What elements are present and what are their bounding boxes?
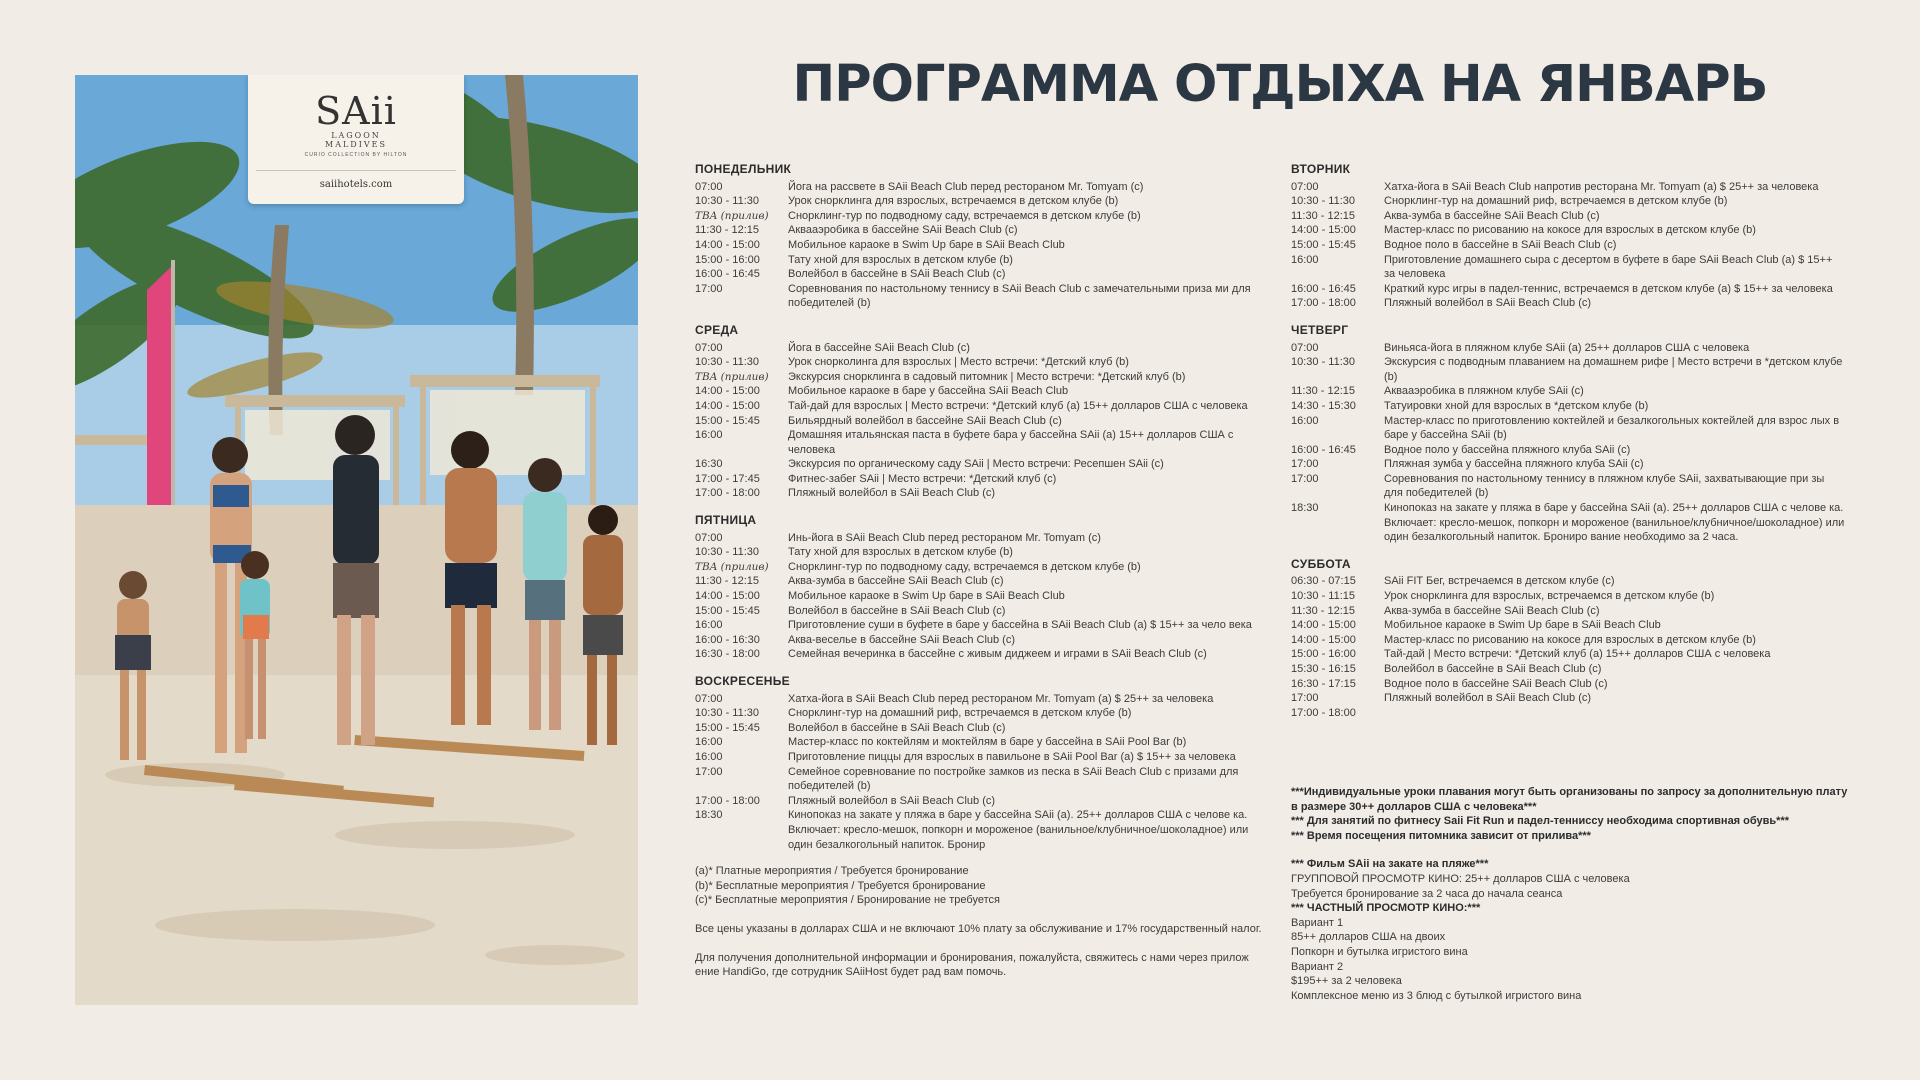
activity-description: Снорклинг-тур на домашний риф, встречаемся в детском клубе (b)	[788, 707, 1132, 720]
activity-time: 15:00 - 15:45	[1291, 238, 1356, 251]
schedule-row	[695, 604, 1270, 619]
activity-time: 16:00	[1291, 253, 1319, 266]
activity-description: Водное поло в бассейне SAii Beach Club (c)	[1384, 677, 1608, 690]
schedule-row	[1291, 589, 1846, 604]
activity-description: Виньяса-йога в пляжном клубе SAii (a) 25++ долларов США с человека	[1384, 341, 1750, 354]
activity-time: TBA (прилив)	[695, 560, 769, 573]
schedule-row	[695, 750, 1270, 765]
contact-note: Для получения дополнительной информации и бронирования, пожалуйста, свяжитесь с нами через прилож ение HandiGo, где сотрудник SAiiHost будет рад вам помочь.	[695, 951, 1249, 979]
activity-description: Фитнес-забег SAii | Место встречи: *Детский клуб (c)	[788, 472, 1057, 485]
footwear-note: *** Для занятий по фитнесу Saii Fit Run и падел-тенниссу необходима спортивная обувь***	[1291, 815, 1790, 828]
schedule-row	[695, 735, 1270, 750]
activity-time: 14:00 - 15:00	[695, 399, 760, 412]
activity-time: 17:00	[1291, 692, 1319, 705]
activity-time: 14:00 - 15:00	[695, 238, 760, 251]
activity-time: 14:00 - 15:00	[695, 590, 760, 603]
activity-description: Мастер-класс по коктейлям и моктейлям в баре у бассейна в SAii Pool Bar (b)	[788, 736, 1187, 749]
left-days-list	[695, 162, 1270, 852]
activity-time: 16:00	[695, 619, 723, 632]
activity-time: 17:00 - 18:00	[695, 794, 760, 807]
schedule-row	[1291, 414, 1846, 443]
activity-description: Кинопоказ на закате у пляжа в баре у бассейна SAii (a). 25++ долларов США с челове ка. Включает: кресло-мешок, попкорн и мороженое (ванильное/клубничное/шоколадное) или один безалкогольный напиток. Брониро вание необходимо за 2 часа.	[1384, 502, 1845, 544]
schedule-row	[695, 531, 1270, 546]
activity-description: Экскурсия с подводным плаванием на домашнем рифе | Место встречи в *детском клубе (b)	[1384, 356, 1843, 383]
schedule-row	[695, 238, 1270, 253]
activity-description: Инь-йога в SAii Beach Club перед рестораном Mr. Tomyam (c)	[788, 531, 1101, 544]
activity-description: Хатха-йога в SAii Beach Club перед рестораном Mr. Tomyam (a) $ 25++ за человека	[788, 692, 1214, 705]
activity-time: 10:30 - 11:30	[695, 546, 760, 559]
schedule-row	[695, 253, 1270, 268]
day-heading: ЧЕТВЕРГ	[1291, 322, 1349, 337]
activity-time: 15:00 - 16:00	[1291, 648, 1356, 661]
activity-description: Урок снорклинга для взрослых, встречаемся в детском клубе (b)	[788, 195, 1119, 208]
day-block	[1291, 323, 1846, 545]
schedule-row	[1291, 501, 1846, 545]
swimming-lessons-note: ***Индивидуальные уроки плавания могут быть организованы по запросу за дополнительную плату в размере 30++ долларов США с человека***	[1291, 786, 1848, 813]
legend-note-c: (c)* Бесплатные мероприятия / Бронирование не требуется	[695, 894, 1000, 907]
schedule-row	[695, 794, 1270, 809]
schedule-row	[695, 721, 1270, 736]
activity-description: Экскурсия снорклинга в садовый питомник | Место встречи: *Детский клуб (b)	[788, 370, 1186, 383]
schedule-row	[695, 647, 1270, 662]
activity-description: Тай-дай | Место встречи: *Детский клуб (a) 15++ долларов США с человека	[1384, 648, 1771, 661]
schedule-row	[1291, 209, 1846, 224]
schedule-left-column	[695, 162, 1270, 980]
schedule-row	[1291, 180, 1846, 195]
legend-note-a: (a)* Платные мероприятия / Требуется бронирование	[695, 865, 969, 878]
activity-time: 07:00	[1291, 341, 1319, 354]
schedule-row	[1291, 618, 1846, 633]
activity-time: 17:00	[1291, 458, 1319, 471]
schedule-row	[695, 355, 1270, 370]
day-heading: СРЕДА	[695, 322, 739, 337]
activity-time: 14:00 - 15:00	[1291, 633, 1356, 646]
activity-time: 16:30 - 17:15	[1291, 677, 1356, 690]
activity-description: Аквааэробика в бассейне SAii Beach Club (c)	[788, 224, 1018, 237]
day-block	[695, 162, 1270, 311]
page-title: ПРОГРАММА ОТДЫХА НА ЯНВАРЬ	[792, 55, 1768, 114]
schedule-row	[1291, 399, 1846, 414]
activity-time: 18:30	[695, 809, 723, 822]
schedule-row	[695, 457, 1270, 472]
activity-time: 07:00	[695, 180, 723, 193]
schedule-row	[695, 765, 1270, 794]
schedule-row	[695, 180, 1270, 195]
website-url: saiihotels.com	[319, 179, 393, 190]
activity-description: Волейбол в бассейне в SAii Beach Club (c)	[788, 721, 1006, 734]
activity-description: Татуировки хной для взрослых в *детском клубе (b)	[1384, 399, 1649, 412]
schedule-row	[695, 808, 1270, 852]
activity-description: Мобильное караоке в Swim Up баре в SAii Beach Club	[788, 590, 1065, 603]
activity-description	[1384, 706, 1846, 721]
option1-desc: Попкорн и бутылка игристого вина	[1291, 945, 1468, 958]
schedule-row	[1291, 691, 1846, 706]
schedule-row	[695, 706, 1270, 721]
schedule-row	[1291, 282, 1846, 297]
schedule-row	[695, 472, 1270, 487]
activity-description: Семейное соревнование по постройке замков из песка в SAii Beach Club с призами для победителей (b)	[788, 765, 1239, 793]
schedule-row	[695, 545, 1270, 560]
activity-time: 16:00	[695, 429, 723, 442]
schedule-row	[1291, 355, 1846, 384]
activity-description: Волейбол в бассейне в SAii Beach Club (c)	[1384, 663, 1602, 675]
activity-time: 16:00 - 16:45	[695, 268, 760, 281]
activity-description: Аква-веселье в бассейне SAii Beach Club (c)	[788, 633, 1016, 646]
activity-description: Соревнования по настольному теннису в SAii Beach Club с замечательными приза ми для победителей (b)	[788, 282, 1251, 310]
schedule-row	[695, 486, 1270, 501]
film-title: *** Фильм SAii на закате на пляже***	[1291, 858, 1489, 871]
option2-desc: Комплексное меню из 3 блюд с бутылкой игристого вина	[1291, 989, 1582, 1002]
activity-time: 16:00 - 16:45	[1291, 443, 1356, 456]
activity-description: Бильярдный волейбол в бассейне SAii Beach Club (c)	[788, 414, 1062, 427]
activity-description: Приготовление домашнего сыра с десертом в буфете в баре SAii Beach Club (a) $ 15++ за человека	[1384, 253, 1833, 281]
schedule-row	[1291, 296, 1846, 311]
schedule-row	[1291, 574, 1846, 589]
activity-time: 14:00 - 15:00	[1291, 619, 1356, 632]
activity-description: Соревнования по настольному теннису в пляжном клубе SAii, захватывающие при зы для победителей (b)	[1384, 472, 1825, 500]
activity-description: Хатха-йога в SAii Beach Club напротив ресторана Mr. Tomyam (a) $ 25++ за человека	[1384, 180, 1819, 193]
activity-time: 16:00 - 16:45	[1291, 282, 1356, 295]
logo-line-maldives: MALDIVES	[325, 140, 387, 149]
schedule-row	[1291, 253, 1846, 282]
activity-description: Волейбол в бассейне в SAii Beach Club (c)	[788, 604, 1006, 617]
activity-time: 14:30 - 15:30	[1291, 399, 1356, 412]
activity-time: 11:30 - 12:15	[695, 224, 760, 237]
schedule-row	[695, 384, 1270, 399]
right-days-list	[1291, 162, 1846, 720]
schedule-row	[695, 194, 1270, 209]
activity-description: Приготовление пиццы для взрослых в павильоне в SAii Pool Bar (a) $ 15++ за человека	[788, 750, 1236, 763]
option2-price: $195++ за 2 человека	[1291, 975, 1402, 988]
day-block	[695, 674, 1270, 852]
schedule-row	[1291, 194, 1846, 209]
extra-info	[1291, 785, 1851, 1003]
activity-description: Семейная вечеринка в бассейне с живым диджеем и играми в SAii Beach Club (c)	[788, 648, 1207, 661]
nursery-note: *** Время посещения питомника зависит от прилива***	[1291, 829, 1591, 842]
activity-time: 17:00	[695, 765, 723, 778]
option1-price: 85++ долларов США на двоих	[1291, 931, 1446, 944]
activity-time: TBA (прилив)	[695, 370, 769, 383]
schedule-row	[1291, 706, 1846, 721]
schedule-row	[695, 282, 1270, 311]
activity-description: Мобильное караоке в баре у бассейна SAii Beach Club	[788, 385, 1069, 398]
schedule-row	[695, 209, 1270, 224]
activity-time: 10:30 - 11:30	[1291, 356, 1356, 369]
activity-description: Мобильное караоке в Swim Up баре в SAii Beach Club	[1384, 619, 1661, 632]
group-booking-line: Требуется бронирование за 2 часа до начала сеанса	[1291, 887, 1563, 900]
day-block	[695, 513, 1270, 662]
schedule-row	[695, 370, 1270, 385]
activity-description: Урок снорклинга для взрослых, встречаемся в детском клубе (b)	[1384, 590, 1715, 603]
legend-notes	[695, 864, 1270, 908]
logo-wordmark: SAii	[315, 89, 397, 133]
activity-description: Тай-дай для взрослых | Место встречи: *Детский клуб (a) 15++ долларов США с человека	[788, 399, 1248, 412]
schedule-row	[1291, 384, 1846, 399]
activity-time: 15:00 - 15:45	[695, 604, 760, 617]
activity-time: 17:00 - 18:00	[695, 487, 760, 500]
activity-time: 17:00	[1291, 472, 1319, 485]
activity-time: 15:30 - 16:15	[1291, 663, 1356, 675]
activity-description: Кинопоказ на закате у пляжа в баре у бассейна SAii (a). 25++ долларов США с челове ка. Включает: кресло-мешок, попкорн и мороженое (ванильное/клубничное/шоколадное) или один безалкогольный напиток. Бронир	[788, 809, 1249, 851]
activity-time: 16:30 - 18:00	[695, 648, 760, 661]
activity-description: Мастер-класс по приготовлению коктейлей и безалкогольных коктейлей для взрос лых в баре у бассейна SAii (b)	[1384, 414, 1840, 442]
day-heading: ПЯТНИЦА	[695, 513, 757, 528]
activity-time: 17:00 - 17:45	[695, 472, 760, 485]
schedule-row	[695, 589, 1270, 604]
activity-description: Снорклинг-тур по подводному саду, встречаемся в детском клубе (b)	[788, 560, 1141, 573]
schedule-row	[1291, 341, 1846, 356]
schedule-row	[1291, 223, 1846, 238]
option2-label: Вариант 2	[1291, 960, 1344, 973]
schedule-row	[1291, 238, 1846, 253]
activity-time: 11:30 - 12:15	[1291, 604, 1356, 617]
activity-description: Экскурсия по органическому саду SAii | Место встречи: Ресепшен SAii (c)	[788, 458, 1164, 471]
schedule-row	[695, 692, 1270, 707]
day-heading: СУББОТА	[1291, 556, 1351, 571]
activity-description: Пляжный волейбол в SAii Beach Club (c)	[1384, 692, 1592, 705]
activity-description: Снорклинг-тур по подводному саду, встречаемся в детском клубе (b)	[788, 209, 1141, 222]
activity-time: 16:00	[1291, 414, 1319, 427]
activity-time: 10:30 - 11:30	[695, 707, 760, 720]
schedule-row	[695, 223, 1270, 238]
schedule-row	[1291, 647, 1846, 662]
day-heading: ПОНЕДЕЛЬНИК	[695, 162, 792, 176]
activity-description: Водное поло в бассейне в SAii Beach Club (c)	[1384, 238, 1617, 251]
logo-tagline: CURIO COLLECTION BY HILTON	[304, 152, 408, 158]
schedule-row	[1291, 472, 1846, 501]
schedule-row	[695, 399, 1270, 414]
activity-description: Пляжный волейбол в SAii Beach Club (c)	[788, 794, 996, 807]
activity-time: 16:30	[695, 458, 723, 471]
legend-note-b: (b)* Бесплатные мероприятия / Требуется бронирование	[695, 879, 986, 892]
schedule-row	[1291, 662, 1846, 677]
activity-time: 10:30 - 11:15	[1291, 590, 1356, 603]
schedule-row	[695, 428, 1270, 457]
option1-label: Вариант 1	[1291, 916, 1344, 929]
activity-time: 07:00	[1291, 180, 1319, 193]
day-heading: ВОСКРЕСЕНЬЕ	[695, 674, 790, 688]
schedule-row	[1291, 443, 1846, 458]
schedule-row	[695, 560, 1270, 575]
activity-time: 17:00 - 18:00	[1291, 706, 1356, 719]
activity-time: 11:30 - 12:15	[695, 575, 760, 588]
activity-description: Мастер-класс по рисованию на кокосе для взрослых в детском клубе (b)	[1384, 224, 1756, 237]
activity-time: 15:00 - 15:45	[695, 414, 760, 427]
activity-time: 07:00	[695, 531, 723, 544]
activity-description: Аква-зумба в бассейне SAii Beach Club (c)	[788, 575, 1004, 588]
activity-time: 16:00	[695, 750, 723, 763]
schedule-row	[1291, 677, 1846, 692]
prices-note: Все цены указаны в долларах США и не включают 10% плату за обслуживание и 17% государственный налог.	[695, 922, 1262, 935]
activity-time: TBA (прилив)	[695, 209, 769, 222]
beach-scene-illustration	[75, 75, 638, 1005]
schedule-row	[695, 341, 1270, 356]
activity-description: Тату хной для взрослых в детском клубе (b)	[788, 253, 1013, 266]
activity-description: SAii FIT Бег, встречаемся в детском клубе (c)	[1384, 575, 1615, 588]
activity-description: Краткий курс игры в падел-теннис, встречаемся в детском клубе (a) $ 15++ за человека	[1384, 282, 1833, 295]
activity-description: Пляжный волейбол в SAii Beach Club (c)	[1384, 297, 1592, 310]
schedule-row	[1291, 633, 1846, 648]
activity-time: 18:30	[1291, 502, 1319, 515]
activity-description: Йога в бассейне SAii Beach Club (c)	[788, 341, 970, 354]
activity-description: Снорклинг-тур на домашний риф, встречаемся в детском клубе (b)	[1384, 195, 1728, 208]
schedule-row	[695, 618, 1270, 633]
activity-description: Урок снорколинга для взрослых | Место встречи: *Детский клуб (b)	[788, 356, 1129, 369]
activity-time: 17:00	[695, 282, 723, 295]
private-viewing-title: *** ЧАСТНЫЙ ПРОСМОТР КИНО:***	[1291, 902, 1481, 915]
activity-description: Мобильное караоке в Swim Up баре в SAii Beach Club	[788, 238, 1065, 251]
activity-time: 16:00	[695, 736, 723, 749]
group-viewing-line: ГРУППОВОЙ ПРОСМОТР КИНО: 25++ долларов США с человека	[1291, 872, 1630, 885]
schedule-row	[1291, 457, 1846, 472]
activity-time: 10:30 - 11:30	[695, 356, 760, 369]
activity-description: Пляжная зумба у бассейна пляжного клуба SAii (c)	[1384, 458, 1644, 471]
activity-description: Аква-зумба в бассейне SAii Beach Club (c)	[1384, 604, 1600, 617]
activity-time: 07:00	[695, 341, 723, 354]
beach-photo	[75, 75, 638, 1005]
activity-time: 10:30 - 11:30	[695, 195, 760, 208]
activity-description: Тату хной для взрослых в детском клубе (b)	[788, 546, 1013, 559]
activity-description: Пляжный волейбол в SAii Beach Club (c)	[788, 487, 996, 500]
activity-description: Домашняя итальянская паста в буфете бара у бассейна SAii (a) 15++ долларов США с человека	[788, 429, 1234, 456]
schedule-row	[695, 414, 1270, 429]
activity-description: Водное поло у бассейна пляжного клуба SAii (c)	[1384, 443, 1631, 456]
activity-time: 10:30 - 11:30	[1291, 195, 1356, 208]
schedule-row	[695, 633, 1270, 648]
day-heading: ВТОРНИК	[1291, 162, 1351, 176]
activity-description: Мастер-класс по рисованию на кокосе для взрослых в детском клубе (b)	[1384, 633, 1756, 646]
day-block	[1291, 557, 1846, 721]
activity-time: 06:30 - 07:15	[1291, 575, 1356, 588]
schedule-right-column	[1291, 162, 1846, 732]
activity-description: Приготовление суши в буфете в баре у бассейна в SAii Beach Club (a) $ 15++ за чело века	[788, 619, 1252, 632]
activity-description: Волейбол в бассейне в SAii Beach Club (c)	[788, 268, 1006, 281]
activity-description: Аква-зумба в бассейне SAii Beach Club (c)	[1384, 209, 1600, 222]
day-block	[695, 323, 1270, 501]
logo-card	[248, 75, 464, 204]
activity-time: 15:00 - 15:45	[695, 721, 760, 734]
activity-time: 07:00	[695, 692, 723, 705]
activity-time: 11:30 - 12:15	[1291, 209, 1356, 222]
activity-time: 14:00 - 15:00	[695, 385, 760, 398]
activity-description: Йога на рассвете в SAii Beach Club перед рестораном Mr. Tomyam (с)	[788, 180, 1144, 193]
activity-time: 14:00 - 15:00	[1291, 224, 1356, 237]
logo-line-lagoon: LAGOON	[331, 131, 381, 140]
schedule-row	[1291, 604, 1846, 619]
activity-description: Аквааэробика в пляжном клубе SAii (c)	[1384, 385, 1584, 398]
schedule-row	[695, 267, 1270, 282]
activity-time: 17:00 - 18:00	[1291, 297, 1356, 310]
schedule-row	[695, 574, 1270, 589]
activity-time: 15:00 - 16:00	[695, 253, 760, 266]
activity-time: 11:30 - 12:15	[1291, 385, 1356, 398]
logo-divider	[256, 170, 456, 171]
activity-time: 16:00 - 16:30	[695, 633, 760, 646]
day-block	[1291, 162, 1846, 311]
